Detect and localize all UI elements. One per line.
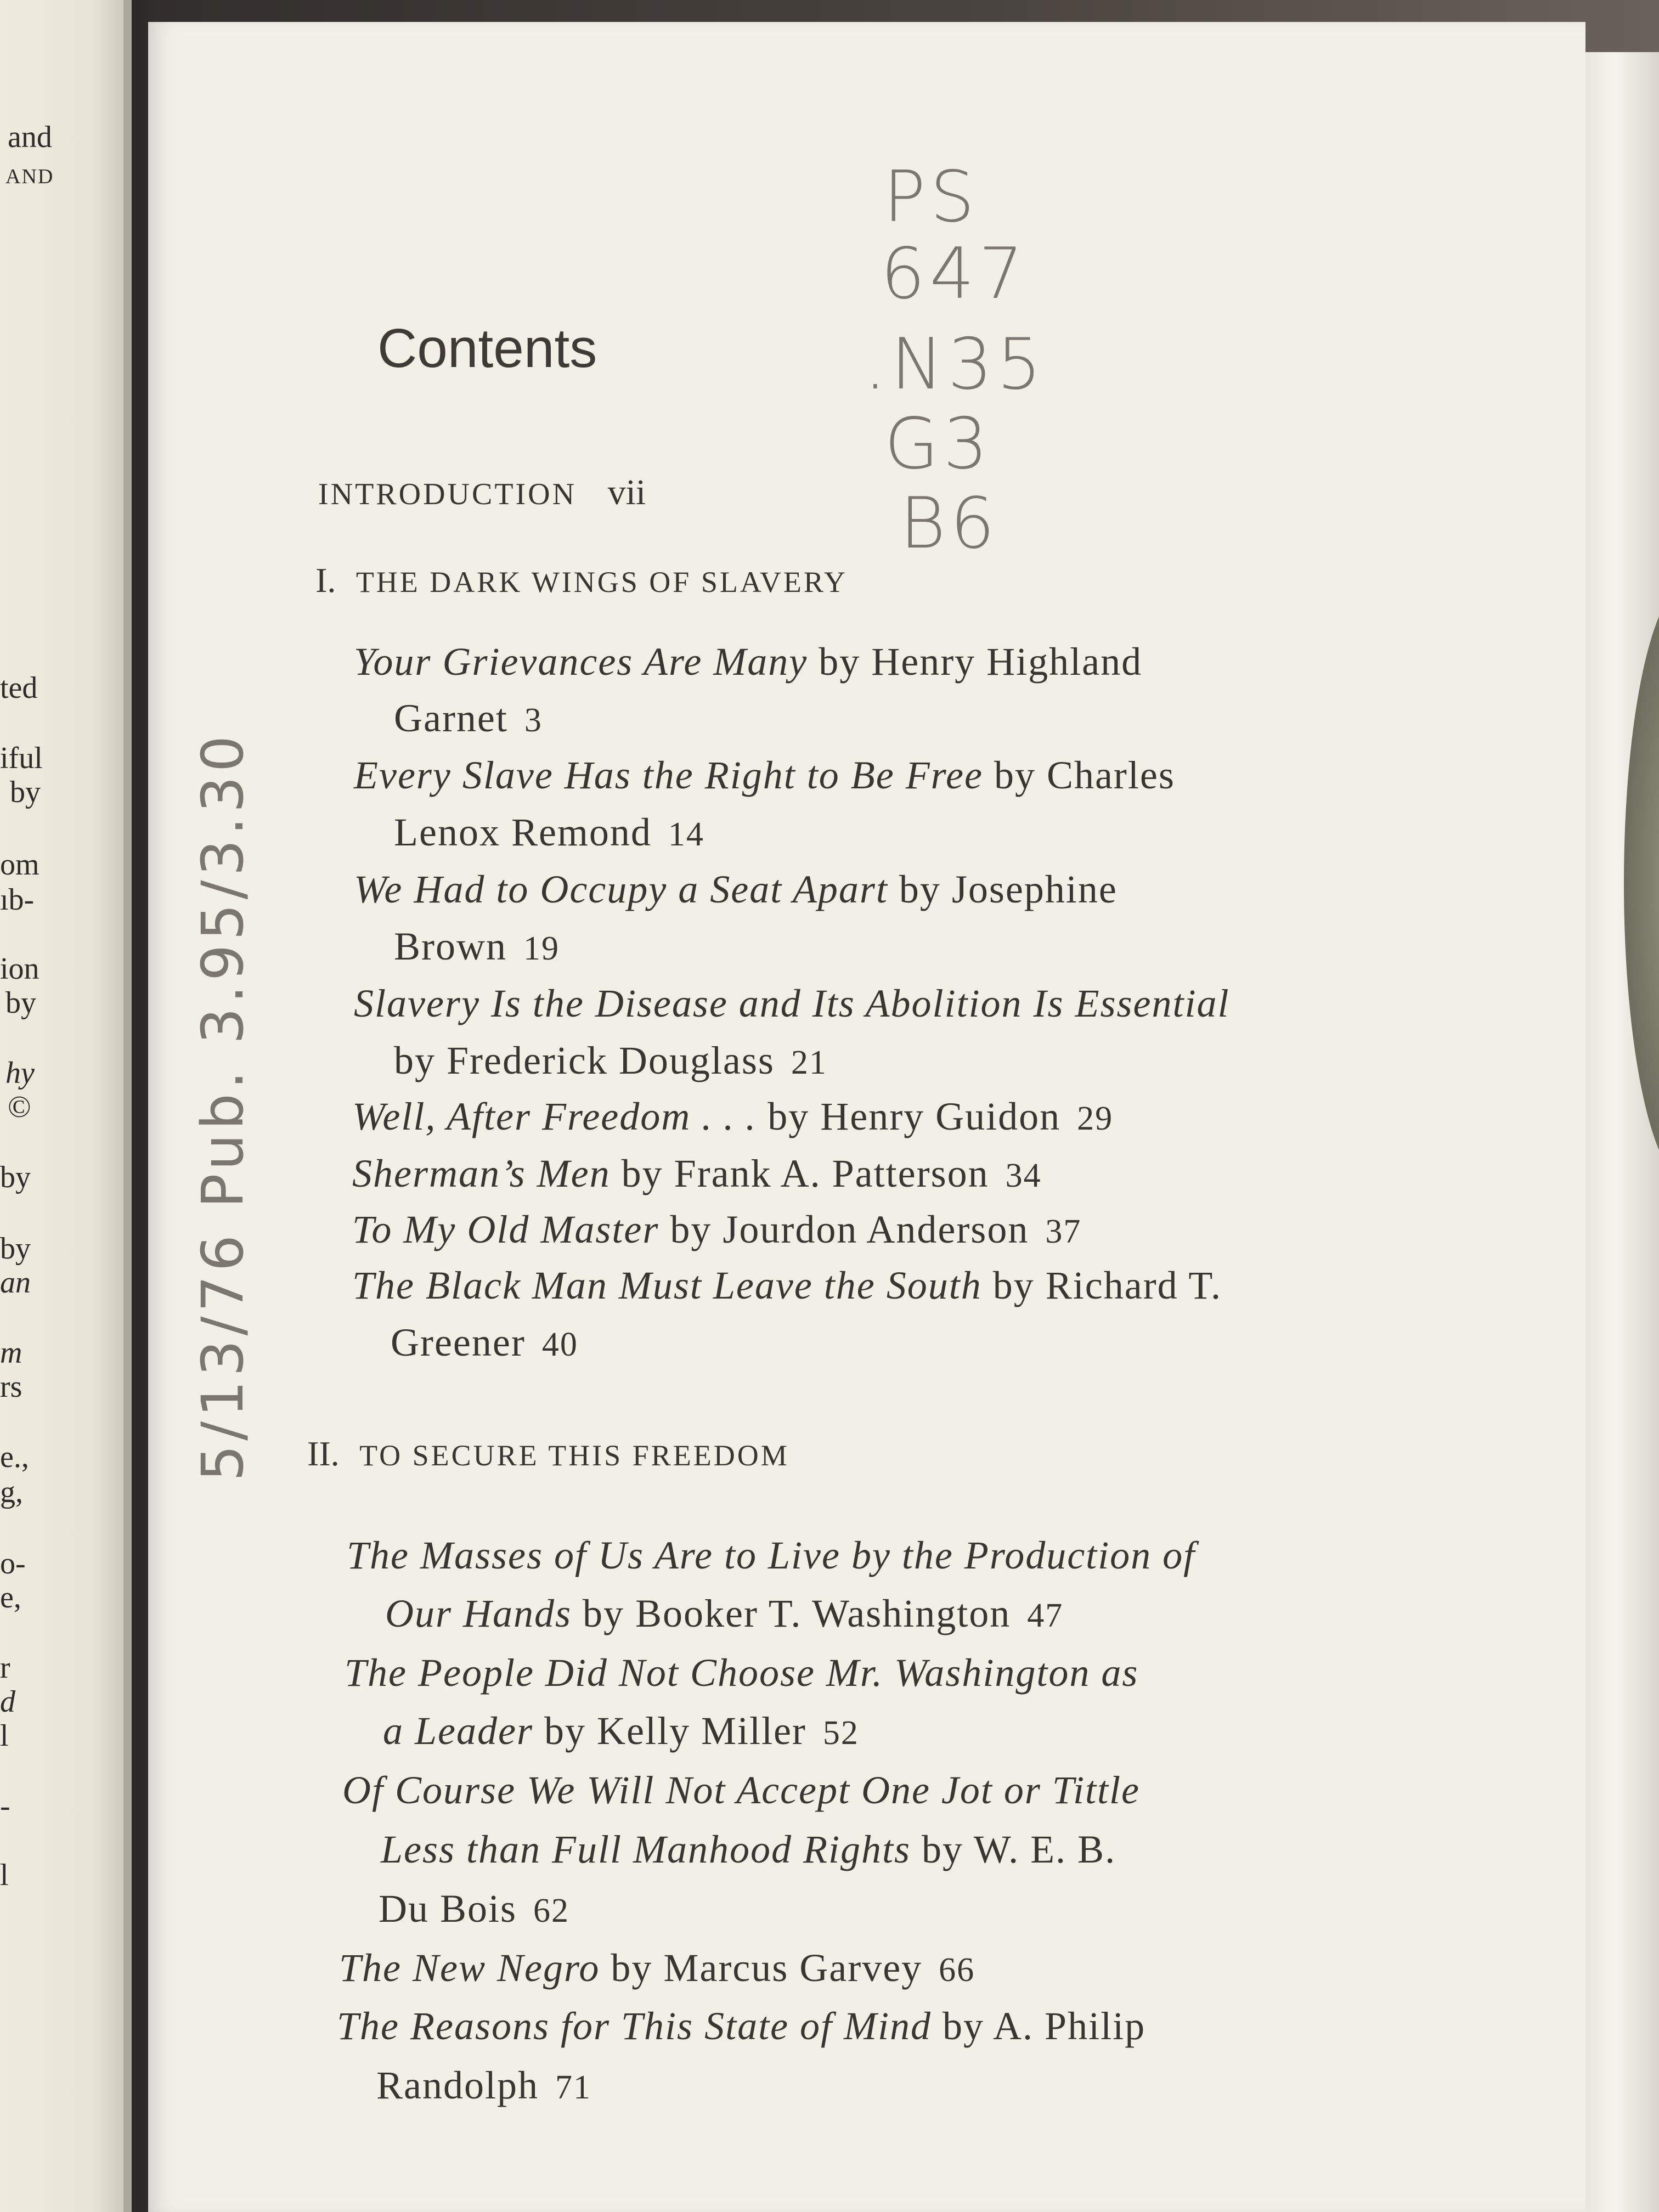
entry-page: 62 bbox=[533, 1892, 570, 1929]
entry-title: The Masses of Us Are to Live by the Production of bbox=[347, 1533, 1196, 1577]
page-title: Contents bbox=[377, 318, 597, 379]
left-page-fragment: by bbox=[10, 775, 41, 809]
call-number-line: B6 bbox=[900, 483, 1000, 565]
entry-author: by Henry Guidon bbox=[768, 1094, 1061, 1138]
entry-title: Every Slave Has the Right to Be Free bbox=[354, 753, 983, 797]
entry-page: 3 bbox=[524, 702, 543, 739]
toc-entry-line bbox=[394, 810, 704, 855]
section-numeral: I. bbox=[315, 561, 336, 600]
entry-title: Of Course We Will Not Accept One Jot or Tittle bbox=[342, 1768, 1140, 1812]
entry-author: by W. E. B. bbox=[922, 1827, 1116, 1871]
entry-author: by Marcus Garvey bbox=[611, 1946, 923, 1990]
entry-title: Sherman’s Men bbox=[352, 1152, 611, 1195]
toc-entry-line bbox=[342, 1768, 1140, 1813]
left-page-fragment: l bbox=[0, 1858, 9, 1892]
section-title: THE DARK WINGS OF SLAVERY bbox=[356, 566, 848, 599]
toc-entry-line bbox=[352, 1094, 1113, 1139]
entry-author: by Frederick Douglass bbox=[394, 1039, 775, 1082]
toc-entry-line bbox=[345, 1650, 1138, 1696]
toc-entry-line bbox=[354, 867, 1118, 912]
entry-title: a Leader bbox=[383, 1709, 533, 1753]
entry-page: 71 bbox=[555, 2069, 591, 2106]
entry-author: Greener bbox=[391, 1321, 526, 1364]
section-heading bbox=[307, 1433, 789, 1475]
toc-entry-line bbox=[352, 1207, 1081, 1252]
section-heading bbox=[315, 560, 848, 601]
entry-title: The New Negro bbox=[339, 1946, 600, 1990]
left-page-fragment: d bbox=[0, 1685, 15, 1719]
entry-author: by A. Philip bbox=[943, 2004, 1146, 2048]
call-number-line: G3 bbox=[884, 403, 992, 485]
toc-entry-line bbox=[354, 981, 1229, 1026]
entry-author: by Jourdon Anderson bbox=[670, 1207, 1029, 1251]
entry-title: Less than Full Manhood Rights bbox=[381, 1827, 911, 1871]
entry-title: Your Grievances Are Many bbox=[354, 640, 808, 684]
toc-entry-line bbox=[394, 1038, 827, 1084]
left-page-fragment: by bbox=[0, 1160, 31, 1194]
toc-entry-line bbox=[339, 1945, 975, 1991]
entry-author: Brown bbox=[394, 924, 507, 968]
entry-page: 52 bbox=[822, 1714, 859, 1752]
entry-title: The People Did Not Choose Mr. Washington as bbox=[345, 1651, 1139, 1695]
left-page-fragment: l bbox=[0, 1719, 9, 1753]
left-page-fragment: - bbox=[0, 1789, 10, 1823]
entry-page: 21 bbox=[791, 1044, 827, 1081]
call-number-line: .N35 bbox=[864, 324, 1046, 405]
entry-page: 47 bbox=[1027, 1597, 1064, 1634]
entry-author: by Richard T. bbox=[992, 1263, 1222, 1307]
handwritten-margin-note: 5/13/76 Pub. 3.95/3.30 bbox=[189, 731, 256, 1481]
left-page-fragment: hy bbox=[5, 1056, 35, 1090]
introduction-label: INTRODUCTION bbox=[318, 477, 577, 511]
left-page bbox=[0, 0, 132, 2212]
left-page-fragment: e., bbox=[0, 1440, 29, 1474]
left-page-fragment: © bbox=[8, 1090, 31, 1124]
left-page-fragment: AND bbox=[5, 165, 54, 188]
toc-entry-line bbox=[376, 2063, 591, 2108]
toc-entry-line bbox=[354, 639, 1142, 685]
entry-title: Our Hands bbox=[385, 1592, 572, 1635]
introduction-entry bbox=[318, 472, 646, 514]
left-page-fragment: ion bbox=[0, 952, 40, 986]
toc-entry-line bbox=[352, 1263, 1222, 1308]
left-page-fragment: by bbox=[5, 986, 36, 1020]
entry-author: by Josephine bbox=[899, 867, 1118, 911]
entry-author: Lenox Remond bbox=[394, 810, 652, 854]
toc-entry-line bbox=[383, 1708, 859, 1754]
left-page-fragment: g, bbox=[0, 1475, 23, 1509]
entry-title: Slavery Is the Disease and Its Abolition Is Essential bbox=[354, 981, 1230, 1025]
left-page-fragment: ıb- bbox=[0, 883, 35, 917]
section-title: TO SECURE THIS FREEDOM bbox=[359, 1439, 789, 1472]
entry-author: by Booker T. Washington bbox=[583, 1592, 1011, 1635]
entry-title: Well, After Freedom . . . bbox=[352, 1094, 757, 1138]
toc-entry-line bbox=[337, 2004, 1146, 2049]
entry-page: 29 bbox=[1077, 1100, 1114, 1137]
entry-author: Du Bois bbox=[379, 1887, 517, 1931]
left-page-fragment: rs bbox=[0, 1370, 22, 1404]
entry-author: by Charles bbox=[994, 753, 1175, 797]
toc-entry-line bbox=[354, 753, 1175, 798]
call-number-line: 647 bbox=[881, 233, 1028, 315]
toc-entry-line bbox=[394, 696, 543, 741]
toc-entry-line bbox=[385, 1591, 1063, 1637]
entry-author: Randolph bbox=[376, 2063, 539, 2107]
entry-author: by Henry Highland bbox=[819, 640, 1143, 684]
toc-entry-line bbox=[347, 1533, 1195, 1578]
section-numeral: II. bbox=[307, 1434, 340, 1473]
entry-author: by Kelly Miller bbox=[544, 1709, 806, 1753]
introduction-page: vii bbox=[607, 472, 646, 512]
entry-page: 40 bbox=[541, 1326, 578, 1363]
entry-author: by Frank A. Patterson bbox=[621, 1152, 989, 1195]
toc-entry-line bbox=[391, 1320, 578, 1365]
book-cover-edge bbox=[1585, 52, 1659, 2212]
left-page-fragment: ted bbox=[0, 671, 38, 705]
entry-page: 37 bbox=[1045, 1213, 1082, 1250]
left-page-fragment: by bbox=[0, 1232, 31, 1266]
entry-author: Garnet bbox=[394, 696, 508, 740]
call-number-line: PS bbox=[883, 156, 979, 238]
left-page-fragment: an bbox=[0, 1266, 31, 1300]
left-page-fragment: r bbox=[0, 1651, 10, 1685]
left-page-fragment: o- bbox=[0, 1547, 26, 1581]
toc-entry-line bbox=[379, 1886, 569, 1932]
left-page-fragment: om bbox=[0, 848, 40, 882]
left-page-fragment: and bbox=[8, 120, 52, 154]
left-page-fragment: iful bbox=[0, 741, 43, 775]
entry-title: To My Old Master bbox=[352, 1207, 659, 1251]
entry-title: The Black Man Must Leave the South bbox=[352, 1263, 982, 1307]
entry-page: 14 bbox=[668, 816, 704, 853]
left-page-fragment: e, bbox=[0, 1581, 21, 1615]
entry-title: We Had to Occupy a Seat Apart bbox=[354, 867, 888, 911]
left-page-fragment: m bbox=[0, 1336, 22, 1370]
toc-entry-line bbox=[381, 1827, 1116, 1872]
entry-page: 19 bbox=[523, 930, 560, 967]
toc-entry-line bbox=[394, 924, 560, 969]
toc-entry-line bbox=[352, 1151, 1042, 1197]
entry-page: 66 bbox=[939, 1951, 975, 1989]
entry-title: The Reasons for This State of Mind bbox=[337, 2004, 932, 2048]
entry-page: 34 bbox=[1005, 1157, 1042, 1194]
